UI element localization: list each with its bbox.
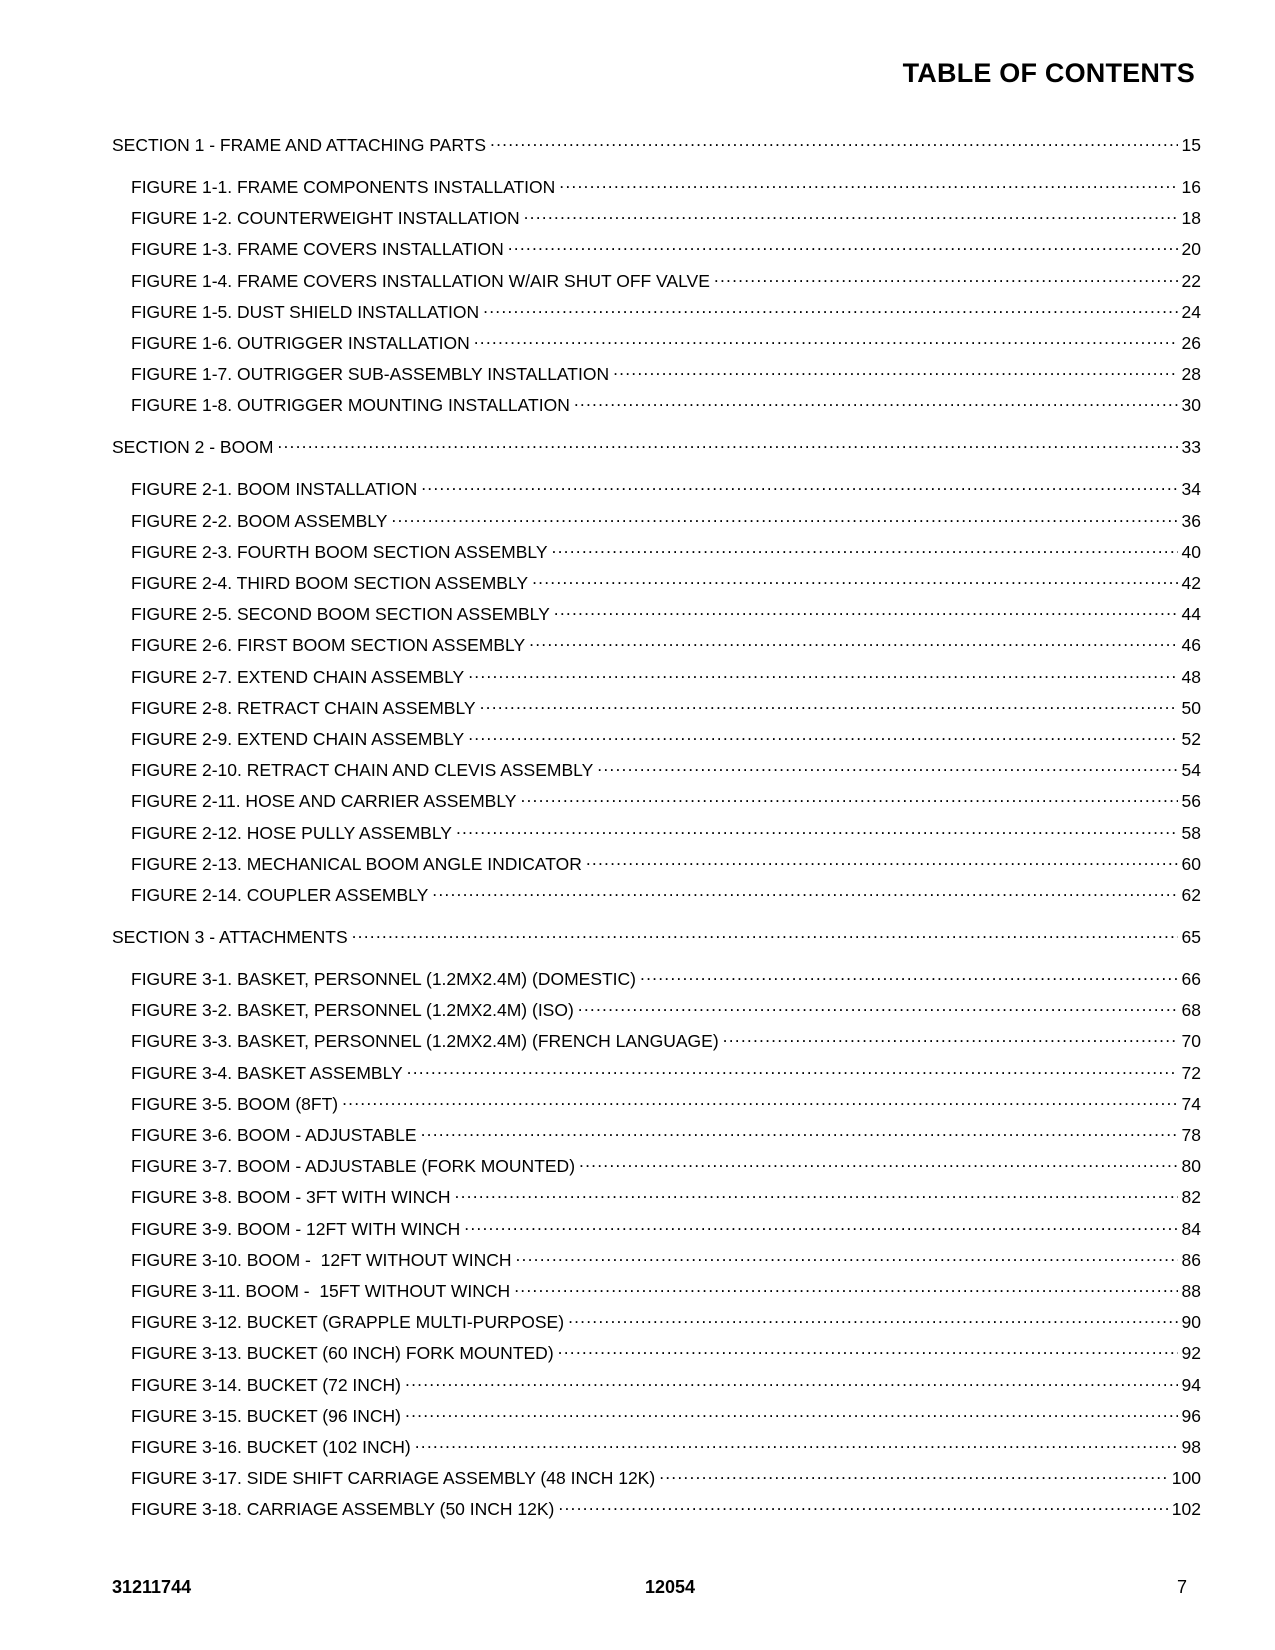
toc-figure-entry[interactable] — [131, 1400, 1201, 1426]
dot-leader — [342, 1088, 1177, 1110]
dot-leader — [432, 879, 1177, 901]
toc-entry-page-number: 58 — [1181, 822, 1201, 843]
dot-leader — [468, 661, 1177, 683]
toc-entry-label: SECTION 2 - BOOM — [112, 437, 274, 458]
toc-entry-page-number: 18 — [1181, 208, 1201, 229]
toc-figure-entry[interactable] — [131, 1275, 1201, 1301]
toc-entry-label: FIGURE 2-8. RETRACT CHAIN ASSEMBLY — [131, 697, 476, 718]
footer-document-number: 31211744 — [112, 1577, 192, 1597]
dot-leader — [277, 431, 1177, 453]
toc-figure-entry[interactable] — [131, 817, 1201, 843]
toc-section-entry[interactable] — [112, 921, 1201, 947]
dot-leader — [579, 1150, 1178, 1172]
toc-entry-label: FIGURE 1-8. OUTRIGGER MOUNTING INSTALLATION — [131, 395, 570, 416]
toc-entry-page-number: 70 — [1181, 1031, 1201, 1052]
toc-figure-entry[interactable] — [131, 754, 1201, 781]
toc-entry-label: FIGURE 1-4. FRAME COVERS INSTALLATION W/AIR SHUT OFF VALVE — [131, 270, 710, 291]
dot-leader — [558, 1493, 1167, 1515]
toc-entry-page-number: 24 — [1181, 301, 1201, 322]
toc-entry-page-number: 72 — [1181, 1062, 1201, 1083]
toc-entry-label: FIGURE 3-14. BUCKET (72 INCH) — [131, 1374, 402, 1395]
toc-entry-page-number: 33 — [1181, 437, 1201, 458]
toc-figure-entry[interactable] — [131, 358, 1201, 385]
toc-entry-page-number: 88 — [1181, 1281, 1201, 1301]
toc-entry-page-number: 48 — [1181, 666, 1201, 687]
toc-entry-label: FIGURE 2-5. SECOND BOOM SECTION ASSEMBLY — [131, 604, 550, 625]
toc-figure-entry[interactable] — [131, 567, 1201, 593]
toc-entry-label: FIGURE 2-4. THIRD BOOM SECTION ASSEMBLY — [131, 573, 529, 593]
toc-figure-entry[interactable] — [131, 1025, 1201, 1052]
toc-entry-label: FIGURE 3-6. BOOM - ADJUSTABLE — [131, 1125, 417, 1145]
toc-entry-page-number: 98 — [1181, 1437, 1201, 1457]
toc-figure-entry[interactable] — [131, 598, 1201, 625]
toc-section-entry[interactable] — [112, 129, 1201, 155]
toc-figure-entry[interactable] — [131, 1088, 1201, 1114]
toc-figure-entry[interactable] — [131, 1431, 1201, 1457]
toc-entry-label: FIGURE 3-17. SIDE SHIFT CARRIAGE ASSEMBLY (48 INCH 12K) — [131, 1468, 656, 1489]
toc-figure-entry[interactable] — [131, 629, 1201, 656]
dot-leader — [405, 1400, 1178, 1422]
dot-leader — [520, 785, 1177, 807]
toc-entry-page-number: 86 — [1181, 1249, 1201, 1270]
toc-figure-entry[interactable] — [131, 1306, 1201, 1333]
toc-entry-label: FIGURE 3-5. BOOM (8FT) — [131, 1093, 339, 1114]
toc-figure-entry[interactable] — [131, 692, 1201, 718]
dot-leader — [578, 994, 1178, 1016]
toc-entry-page-number: 50 — [1181, 697, 1201, 718]
toc-figure-entry[interactable] — [131, 389, 1201, 416]
dot-leader — [455, 1181, 1178, 1203]
toc-entry-page-number: 16 — [1181, 177, 1201, 197]
dot-leader — [514, 1275, 1177, 1297]
dot-leader — [524, 202, 1178, 224]
toc-entry-page-number: 65 — [1181, 927, 1201, 947]
dot-leader — [559, 171, 1177, 193]
toc-entry-label: FIGURE 2-7. EXTEND CHAIN ASSEMBLY — [131, 666, 465, 687]
dot-leader — [659, 1462, 1168, 1484]
dot-leader — [586, 848, 1178, 870]
toc-figure-entry[interactable] — [131, 1057, 1201, 1083]
toc-entry-label: FIGURE 3-8. BOOM - 3FT WITH WINCH — [131, 1187, 451, 1208]
toc-entry-page-number: 62 — [1181, 885, 1201, 905]
toc-entry-label: FIGURE 1-6. OUTRIGGER INSTALLATION — [131, 333, 470, 353]
toc-entry-label: FIGURE 3-10. BOOM - 12FT WITHOUT WINCH — [131, 1249, 512, 1270]
toc-figure-entry[interactable] — [131, 1369, 1201, 1395]
toc-entry-label: FIGURE 3-16. BUCKET (102 INCH) — [131, 1437, 411, 1457]
toc-entry-label: FIGURE 3-7. BOOM - ADJUSTABLE (FORK MOUNTED) — [131, 1156, 576, 1177]
toc-figure-entry[interactable] — [131, 327, 1201, 353]
toc-entry-label: FIGURE 2-11. HOSE AND CARRIER ASSEMBLY — [131, 791, 517, 812]
toc-figure-entry[interactable] — [131, 848, 1201, 874]
toc-entry-page-number: 90 — [1181, 1312, 1201, 1333]
toc-entry-page-number: 80 — [1181, 1156, 1201, 1177]
toc-entry-page-number: 34 — [1181, 479, 1201, 500]
toc-entry-page-number: 28 — [1181, 364, 1201, 385]
toc-figure-entry[interactable] — [131, 879, 1201, 905]
dot-leader — [405, 1369, 1178, 1391]
toc-entry-page-number: 82 — [1181, 1187, 1201, 1208]
dot-leader — [529, 629, 1177, 651]
toc-figure-entry[interactable] — [131, 505, 1201, 531]
dot-leader — [464, 1213, 1177, 1235]
toc-figure-entry[interactable] — [131, 963, 1201, 989]
dot-leader — [532, 567, 1177, 589]
toc-entry-label: FIGURE 1-5. DUST SHIELD INSTALLATION — [131, 301, 480, 322]
toc-entry-label: FIGURE 2-13. MECHANICAL BOOM ANGLE INDICATOR — [131, 853, 582, 874]
toc-entry-label: FIGURE 2-1. BOOM INSTALLATION — [131, 479, 418, 500]
dot-leader — [352, 921, 1178, 943]
toc-entry-label: FIGURE 2-6. FIRST BOOM SECTION ASSEMBLY — [131, 635, 526, 656]
toc-figure-entry[interactable] — [131, 661, 1201, 687]
toc-entry-page-number: 84 — [1181, 1218, 1201, 1239]
toc-entry-page-number: 36 — [1181, 510, 1201, 531]
toc-entry-label: FIGURE 2-10. RETRACT CHAIN AND CLEVIS ASSEMBLY — [131, 760, 594, 781]
toc-entry-page-number: 54 — [1181, 760, 1201, 781]
toc-figure-entry[interactable] — [131, 1462, 1201, 1489]
toc-entry-page-number: 60 — [1181, 853, 1201, 874]
dot-leader — [714, 265, 1178, 287]
dot-leader — [723, 1025, 1178, 1047]
toc-entry-label: FIGURE 2-3. FOURTH BOOM SECTION ASSEMBLY — [131, 541, 548, 562]
toc-entry-page-number: 68 — [1181, 1000, 1201, 1021]
toc-entry-page-number: 92 — [1181, 1343, 1201, 1364]
toc-entry-label: FIGURE 2-14. COUPLER ASSEMBLY — [131, 885, 429, 905]
toc-entry-page-number: 40 — [1181, 541, 1201, 562]
toc-entry-label: FIGURE 3-12. BUCKET (GRAPPLE MULTI-PURPOSE) — [131, 1312, 565, 1333]
dot-leader — [574, 389, 1178, 411]
toc-entry-label: SECTION 3 - ATTACHMENTS — [112, 927, 348, 947]
toc-entry-page-number: 15 — [1181, 135, 1201, 155]
toc-figure-entry[interactable] — [131, 296, 1201, 322]
toc-figure-entry[interactable] — [131, 171, 1201, 197]
toc-entry-page-number: 100 — [1171, 1468, 1201, 1489]
toc-figure-entry[interactable] — [131, 536, 1201, 562]
dot-leader — [483, 296, 1177, 318]
toc-figure-entry[interactable] — [131, 1244, 1201, 1270]
toc-entry-page-number: 66 — [1181, 969, 1201, 989]
toc-entry-page-number: 30 — [1181, 395, 1201, 416]
toc-entry-page-number: 44 — [1181, 604, 1201, 625]
toc-entry-label: FIGURE 2-12. HOSE PULLY ASSEMBLY — [131, 822, 452, 843]
footer-serial-number: 12054 — [645, 1577, 696, 1597]
dot-leader — [597, 754, 1177, 776]
toc-entry-page-number: 96 — [1181, 1405, 1201, 1426]
page-title: TABLE OF CONTENTS — [902, 58, 1195, 88]
toc-entry-page-number: 78 — [1181, 1125, 1201, 1145]
toc-entry-label: FIGURE 3-18. CARRIAGE ASSEMBLY (50 INCH 12K) — [131, 1499, 555, 1520]
dot-leader — [468, 723, 1177, 745]
toc-entry-page-number: 74 — [1181, 1093, 1201, 1114]
toc-figure-entry[interactable] — [131, 1150, 1201, 1177]
toc-figure-entry[interactable] — [131, 723, 1201, 749]
toc-figure-entry[interactable] — [131, 1337, 1201, 1364]
dot-leader — [554, 598, 1178, 620]
toc-entry-label: FIGURE 1-2. COUNTERWEIGHT INSTALLATION — [131, 208, 520, 229]
dot-leader — [508, 233, 1178, 255]
toc-entry-page-number: 94 — [1181, 1374, 1201, 1395]
toc-entry-label: FIGURE 3-15. BUCKET (96 INCH) — [131, 1405, 402, 1426]
toc-figure-entry[interactable] — [131, 1213, 1201, 1239]
toc-section-entry[interactable] — [112, 431, 1201, 458]
toc-figure-entry[interactable] — [131, 1493, 1201, 1520]
toc-entry-label: FIGURE 3-3. BASKET, PERSONNEL (1.2MX2.4M) (FRENCH LANGUAGE) — [131, 1031, 719, 1052]
toc-figure-entry[interactable] — [131, 233, 1201, 260]
toc-entry-label: FIGURE 3-11. BOOM - 15FT WITHOUT WINCH — [131, 1281, 511, 1301]
dot-leader — [391, 505, 1177, 527]
toc-entry-label: FIGURE 2-2. BOOM ASSEMBLY — [131, 510, 388, 531]
dot-leader — [516, 1244, 1178, 1266]
toc-figure-entry[interactable] — [131, 785, 1201, 812]
toc-entry-label: FIGURE 3-9. BOOM - 12FT WITH WINCH — [131, 1218, 461, 1239]
dot-leader — [490, 129, 1178, 151]
footer-page-number: 7 — [1177, 1577, 1188, 1597]
toc-entry-page-number: 56 — [1181, 791, 1201, 812]
toc-entry-page-number: 52 — [1181, 729, 1201, 749]
toc-entry-label: FIGURE 3-1. BASKET, PERSONNEL (1.2MX2.4M) (DOMESTIC) — [131, 969, 637, 989]
dot-leader — [613, 358, 1177, 380]
toc-figure-entry[interactable] — [131, 265, 1201, 291]
toc-entry-label: FIGURE 1-3. FRAME COVERS INSTALLATION — [131, 239, 504, 260]
dot-leader — [407, 1057, 1178, 1079]
dot-leader — [480, 692, 1178, 714]
toc-figure-entry[interactable] — [131, 202, 1201, 229]
toc-entry-page-number: 20 — [1181, 239, 1201, 260]
toc-entry-label: FIGURE 3-13. BUCKET (60 INCH) FORK MOUNTED) — [131, 1343, 554, 1364]
toc-entry-label: FIGURE 2-9. EXTEND CHAIN ASSEMBLY — [131, 729, 465, 749]
dot-leader — [552, 536, 1178, 558]
toc-entry-label: FIGURE 3-2. BASKET, PERSONNEL (1.2MX2.4M) (ISO) — [131, 1000, 574, 1021]
toc-entry-label: FIGURE 1-1. FRAME COMPONENTS INSTALLATION — [131, 177, 556, 197]
toc-entry-label: SECTION 1 - FRAME AND ATTACHING PARTS — [112, 135, 487, 155]
toc-figure-entry[interactable] — [131, 994, 1201, 1021]
dot-leader — [456, 817, 1178, 839]
dot-leader — [640, 963, 1178, 985]
toc-entry-label: FIGURE 3-4. BASKET ASSEMBLY — [131, 1062, 403, 1083]
toc-entry-page-number: 22 — [1181, 270, 1201, 291]
toc-figure-entry[interactable] — [131, 473, 1201, 500]
toc-entry-page-number: 46 — [1181, 635, 1201, 656]
toc-entry-page-number: 42 — [1181, 573, 1201, 593]
toc-entry-page-number: 102 — [1171, 1499, 1201, 1520]
dot-leader — [474, 327, 1178, 349]
dot-leader — [568, 1306, 1177, 1328]
dot-leader — [421, 1119, 1178, 1141]
dot-leader — [415, 1431, 1178, 1453]
toc-entry-page-number: 26 — [1181, 333, 1201, 353]
dot-leader — [558, 1337, 1178, 1359]
toc-figure-entry[interactable] — [131, 1119, 1201, 1145]
toc-entry-label: FIGURE 1-7. OUTRIGGER SUB-ASSEMBLY INSTALLATION — [131, 364, 610, 385]
toc-figure-entry[interactable] — [131, 1181, 1201, 1208]
dot-leader — [421, 473, 1177, 495]
